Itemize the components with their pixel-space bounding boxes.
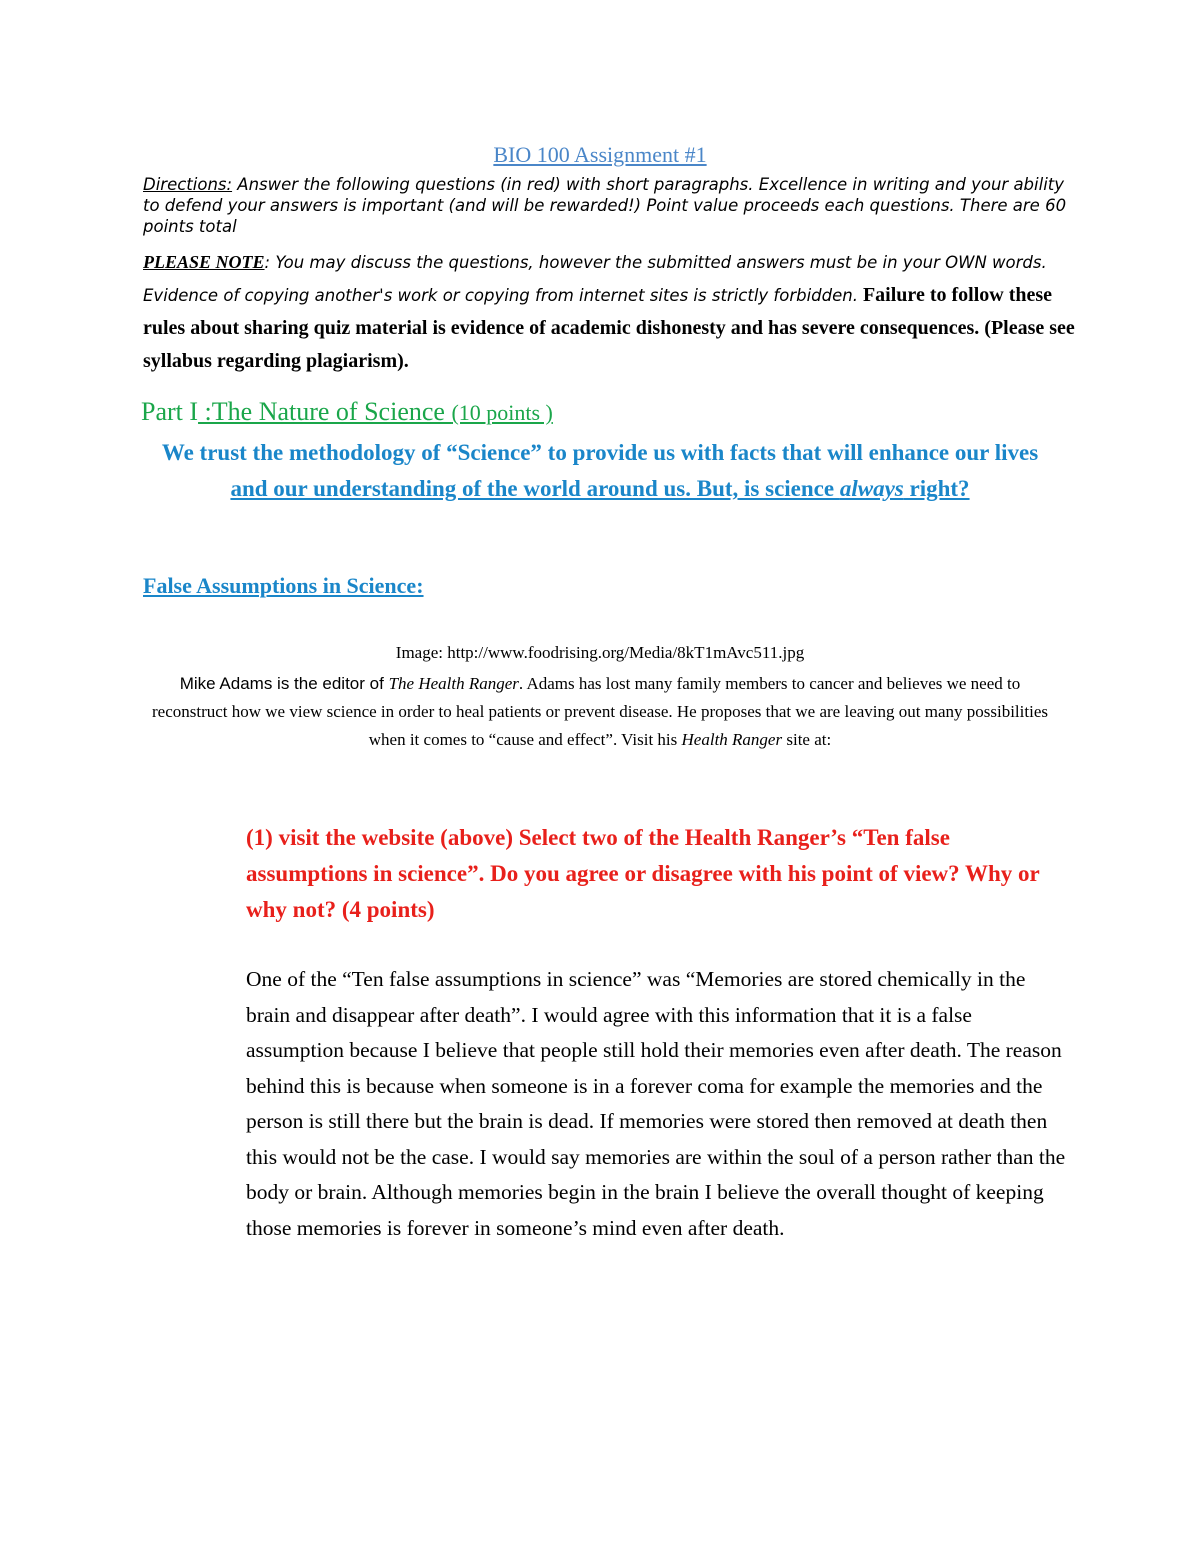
note-italic-text: : You may discuss the questions, however the submitted answers must be in your OWN words. Evidence of copying another's work or copying from internet sites is strictly forbidden.	[143, 253, 1047, 305]
adams-text-e: site at:	[782, 730, 832, 749]
note-paragraph	[143, 246, 1083, 378]
main-question-part-b: and our understanding of the world around us. But, is science	[230, 476, 840, 501]
part-title	[141, 397, 553, 427]
part-title-name: :The Nature of Science	[198, 397, 452, 426]
note-bold-text: Failure to follow these rules about sharing quiz material is evidence of academic dishonesty and has severe consequences. (Please see syllabus regarding plagiarism).	[143, 284, 1075, 372]
note-label: PLEASE NOTE	[143, 252, 265, 272]
directions-text: Answer the following questions (in red) with short paragraphs. Excellence in writing and your ability to defend your answers is important (and will be rewarded!) Point value proceeds each questions. There are 60 points total	[143, 175, 1067, 236]
adams-publication: The Health Ranger	[388, 674, 519, 693]
adams-text-a: Mike Adams is the editor of	[179, 674, 389, 693]
image-reference: Image: http://www.foodrising.org/Media/8kT1mAvc511.jpg	[395, 643, 805, 662]
part-points: (10 points )	[451, 400, 553, 425]
main-question	[150, 435, 1050, 507]
answer-1: One of the “Ten false assumptions in science” was “Memories are stored chemically in the brain and disappear after death”. I would agree with this information that it is a false assumption because I believe that people still hold their memories even after death. The reason behind this is because when someone is in a forever coma for example the memories and the person is still there but the brain is dead. If memories were stored then removed at death then this would not be the case. I would say memories are within the soul of a person rather than the body or brain. Although memories begin in the brain I believe the overall thought of keeping those memories is forever in someone’s mind even after death.	[246, 967, 1066, 1240]
main-question-part-a: We trust the methodology of “Science” to provide us with facts that will enhance our lives	[161, 440, 1039, 465]
directions-paragraph	[143, 174, 1073, 237]
adams-paragraph	[140, 670, 1060, 754]
main-question-part-d: right?	[903, 476, 970, 501]
document-title: BIO 100 Assignment #1	[493, 142, 707, 167]
main-question-emphasis: always	[839, 476, 904, 501]
adams-site-name: Health Ranger	[681, 730, 783, 749]
part-title-number: Part I	[141, 397, 199, 426]
question-1: (1) visit the website (above) Select two of the Health Ranger’s “Ten false assumptions in science”. Do you agree or disagree with his point of view? Why or why not? (4 points)	[246, 825, 1040, 922]
directions-label: Directions:	[143, 175, 233, 194]
adams-text-c: . Adams has lost many family members to cancer and believes we need to reconstruct how we view science in order to heal patients or prevent disease. He proposes that we are leaving out many possibilities when it comes to “cause and effect”. Visit his	[151, 674, 1048, 749]
section-subheading: False Assumptions in Science:	[143, 573, 424, 598]
